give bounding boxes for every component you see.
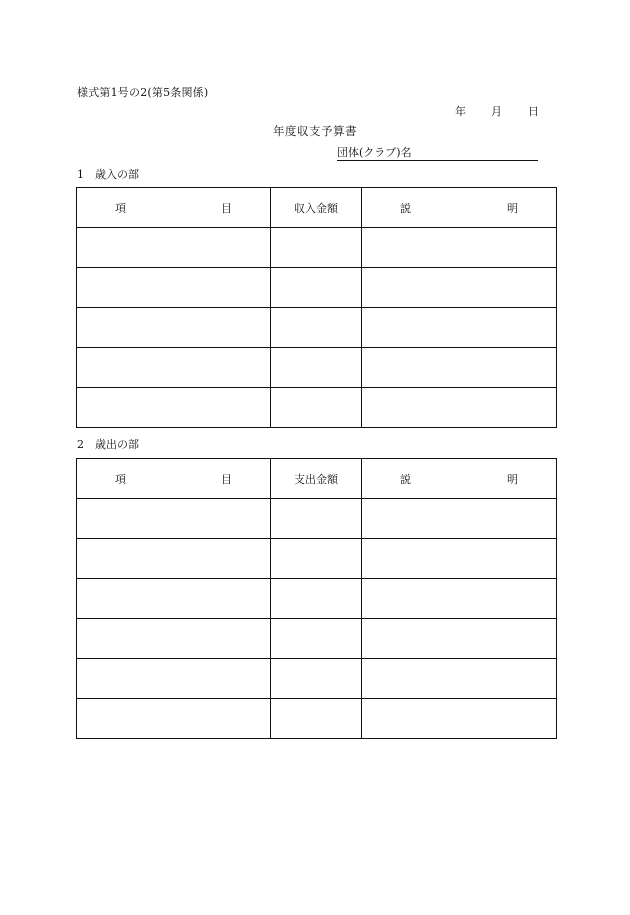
expense-description-header-char2: 明: [507, 472, 518, 486]
income-section-number: 1: [77, 168, 84, 181]
expense-section-heading: [77, 436, 139, 452]
organization-name-field[interactable]: [337, 145, 538, 161]
expense-amount-cell[interactable]: [271, 659, 362, 699]
income-description-cell[interactable]: [362, 308, 557, 348]
table-row: [77, 619, 557, 659]
table-row: [77, 268, 557, 308]
income-amount-cell[interactable]: [271, 388, 362, 428]
income-table: [76, 187, 557, 428]
expense-item-cell[interactable]: [77, 579, 271, 619]
date-year-label: 年: [455, 105, 466, 118]
income-amount-cell[interactable]: [271, 228, 362, 268]
expense-description-cell[interactable]: [362, 539, 557, 579]
document-title: 年度収支予算書: [273, 124, 357, 138]
table-row: [77, 388, 557, 428]
expense-amount-header: 支出金額: [271, 459, 362, 499]
table-row: [77, 348, 557, 388]
expense-table-header: [77, 459, 557, 499]
organization-name-label: 団体(クラブ)名: [337, 146, 412, 159]
expense-section-number: 2: [77, 438, 84, 451]
form-number: 様式第1号の2(第5条関係): [77, 86, 209, 99]
table-row: [77, 228, 557, 268]
table-row: [77, 539, 557, 579]
expense-description-header: [362, 459, 557, 499]
income-item-cell[interactable]: [77, 388, 271, 428]
income-section-title: 歳入の部: [95, 168, 139, 181]
income-item-header-char2: 目: [221, 201, 232, 215]
expense-item-cell[interactable]: [77, 699, 271, 739]
expense-section-title: 歳出の部: [95, 438, 139, 451]
date-line: [455, 103, 545, 117]
table-row: [77, 659, 557, 699]
income-item-header: [77, 188, 271, 228]
income-table-header: [77, 188, 557, 228]
income-amount-cell[interactable]: [271, 308, 362, 348]
expense-amount-cell[interactable]: [271, 579, 362, 619]
income-section-heading: [77, 166, 139, 182]
date-month-label: 月: [491, 105, 502, 118]
income-amount-header: 収入金額: [271, 188, 362, 228]
expense-description-cell[interactable]: [362, 699, 557, 739]
income-item-cell[interactable]: [77, 228, 271, 268]
income-item-cell[interactable]: [77, 268, 271, 308]
expense-description-cell[interactable]: [362, 619, 557, 659]
income-item-cell[interactable]: [77, 348, 271, 388]
expense-description-cell[interactable]: [362, 499, 557, 539]
table-row: [77, 699, 557, 739]
table-row: [77, 499, 557, 539]
expense-item-header-char2: 目: [221, 472, 232, 486]
expense-item-cell[interactable]: [77, 539, 271, 579]
income-description-cell[interactable]: [362, 348, 557, 388]
date-day-label: 日: [528, 105, 539, 118]
expense-item-header: [77, 459, 271, 499]
income-amount-cell[interactable]: [271, 268, 362, 308]
expense-table: [76, 458, 557, 739]
income-description-header-char2: 明: [507, 201, 518, 215]
expense-amount-cell[interactable]: [271, 539, 362, 579]
income-description-header-char1: 説: [400, 201, 411, 215]
income-description-header: [362, 188, 557, 228]
income-description-cell[interactable]: [362, 268, 557, 308]
income-description-cell[interactable]: [362, 388, 557, 428]
expense-item-cell[interactable]: [77, 499, 271, 539]
income-amount-cell[interactable]: [271, 348, 362, 388]
expense-amount-cell[interactable]: [271, 499, 362, 539]
income-item-cell[interactable]: [77, 308, 271, 348]
income-item-header-char1: 項: [115, 201, 126, 215]
expense-amount-cell[interactable]: [271, 699, 362, 739]
expense-amount-cell[interactable]: [271, 619, 362, 659]
expense-item-header-char1: 項: [115, 472, 126, 486]
expense-item-cell[interactable]: [77, 619, 271, 659]
table-row: [77, 579, 557, 619]
table-row: [77, 308, 557, 348]
income-description-cell[interactable]: [362, 228, 557, 268]
expense-description-header-char1: 説: [400, 472, 411, 486]
expense-description-cell[interactable]: [362, 579, 557, 619]
expense-description-cell[interactable]: [362, 659, 557, 699]
expense-item-cell[interactable]: [77, 659, 271, 699]
